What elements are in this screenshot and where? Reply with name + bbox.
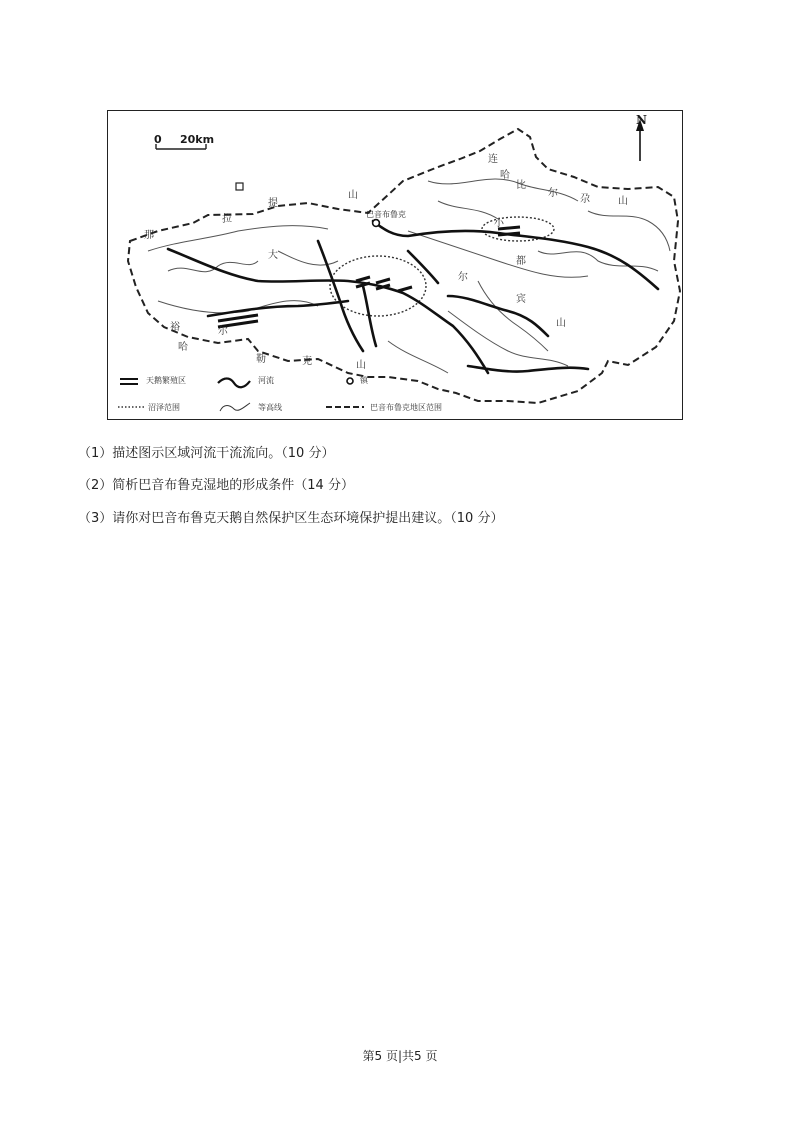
map-char-ha: 哈 [500, 170, 510, 181]
map-char-bin: 宾 [516, 294, 526, 305]
legend-river-label: 河流 [258, 376, 274, 385]
town-marker [373, 220, 380, 227]
scale-zero-label: 0 [154, 133, 162, 146]
map-char-xiao: 小 [494, 218, 504, 229]
map-char-na: 那 [144, 230, 154, 241]
map-char-er3: 尔 [218, 326, 228, 337]
scale-distance-label: 20km [180, 133, 215, 146]
north-label: N [636, 113, 647, 127]
map-char-shan2: 山 [348, 190, 358, 201]
map-char-da: 大 [268, 250, 278, 261]
question-2: （2）简析巴音布鲁克湿地的形成条件（14 分） [78, 478, 354, 493]
map-figure [107, 110, 683, 420]
map-drawing [108, 111, 684, 421]
page-footer: 第5 页|共5 页 [362, 1049, 438, 1063]
legend-town-label: 镇 [360, 376, 368, 385]
legend-boundary-label: 巴音布鲁克地区范围 [370, 403, 442, 412]
map-char-ke: 克 [302, 356, 312, 367]
rivers [168, 218, 658, 373]
map-char-lian: 连 [488, 154, 498, 165]
legend-contour-label: 等高线 [258, 403, 282, 412]
map-char-ha2: 哈 [178, 342, 188, 353]
question-3: （3）请你对巴音布鲁克天鹅自然保护区生态环境保护提出建议。（10 分） [78, 511, 504, 526]
legend-swan-label: 天鹅繁殖区 [146, 376, 186, 385]
contour-lines [148, 179, 670, 373]
map-char-le: 勒 [256, 354, 266, 365]
town-label: 巴音布鲁克 [366, 210, 406, 219]
map-char-yu: 裕 [170, 322, 180, 333]
map-char-ti: 提 [268, 198, 278, 209]
map-char-gan: 尕 [580, 194, 590, 205]
question-1: （1）描述图示区域河流干流流向。（10 分） [78, 446, 335, 461]
map-square-marker [236, 183, 243, 190]
map-char-du: 都 [516, 256, 526, 267]
legend-marsh-label: 沼泽范围 [148, 403, 180, 412]
map-char-shan3: 山 [356, 360, 366, 371]
map-char-shan4: 山 [556, 318, 566, 329]
map-char-er: 尔 [548, 188, 558, 199]
map-char-shan1: 山 [618, 196, 628, 207]
map-char-er2: 尔 [458, 272, 468, 283]
map-char-la: 拉 [222, 214, 232, 225]
map-char-bi: 比 [516, 180, 526, 191]
